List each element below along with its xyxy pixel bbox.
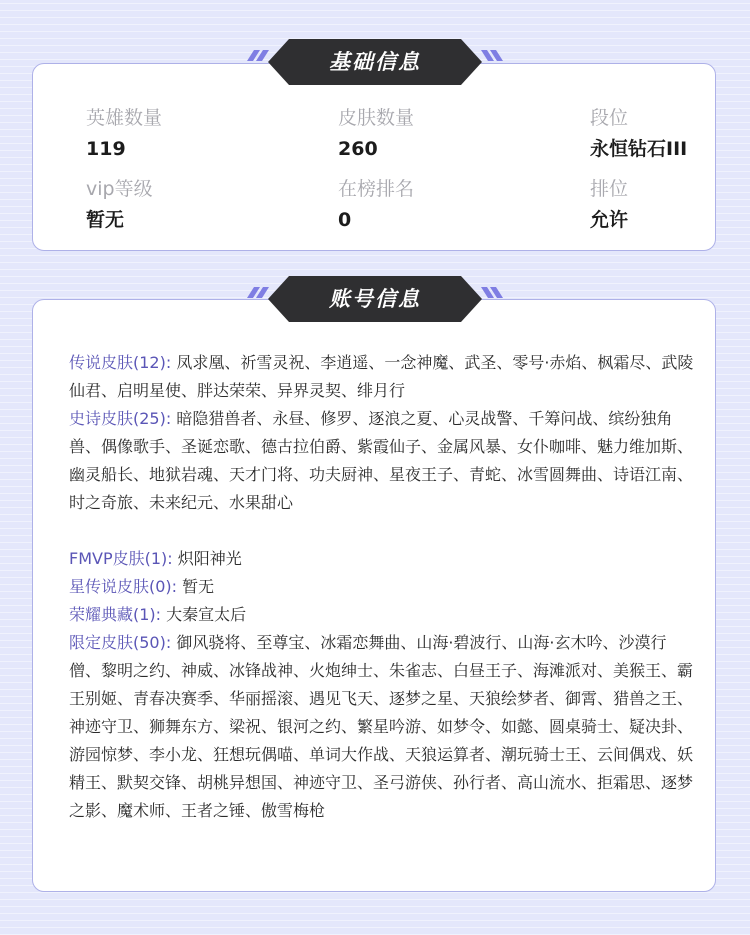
skin-items: 大秦宣太后: [166, 605, 247, 624]
skin-count-field: [338, 105, 414, 162]
skin-count-value: 260: [338, 138, 378, 160]
spacer: [69, 517, 695, 545]
skin-list: [69, 349, 695, 825]
ranked-allowed-field: [590, 176, 628, 233]
section-title: 基础信息: [329, 50, 421, 74]
skin-category-label: 史诗皮肤(25):: [69, 409, 172, 428]
skin-items: 暗隐猎兽者、永昼、修罗、逐浪之夏、心灵战警、千筹问战、缤纷独角兽、偶像歌手、圣诞恋歌、德古拉伯爵、紫霞仙子、金属风暴、女仆咖啡、魅力维加斯、幽灵船长、地狱岩魂、天才门将、功夫厨神、星夜王子、青蛇、冰雪圆舞曲、诗语江南、时之奇旅、未来纪元、水果甜心: [69, 409, 694, 512]
skin-entry-epic: [69, 405, 695, 517]
skin-items: 凤求凰、祈雪灵祝、李逍遥、一念神魔、武圣、零号·赤焰、枫霜尽、武陵仙君、启明星使、胖达荣荣、异界灵契、绯月行: [69, 353, 694, 400]
vip-level-field: [86, 176, 153, 233]
leaderboard-rank-label: 在榜排名: [338, 178, 415, 200]
hero-count-value: 119: [86, 138, 126, 160]
skin-entry-limited: [69, 629, 695, 825]
vip-level-value: 暂无: [86, 209, 125, 231]
section-title: 账号信息: [329, 287, 421, 311]
rank-tier-label: 段位: [590, 107, 629, 129]
skin-items: 炽阳神光: [177, 549, 242, 568]
skin-category-label: FMVP皮肤(1):: [69, 549, 173, 568]
ranked-allowed-value: 允许: [590, 209, 629, 231]
skin-count-label: 皮肤数量: [338, 107, 415, 129]
leaderboard-rank-field: [338, 176, 414, 233]
skin-category-label: 星传说皮肤(0):: [69, 577, 178, 596]
skin-entry-glory-collection: [69, 601, 695, 629]
skin-items: 暂无: [182, 577, 215, 596]
hero-count-field: [86, 105, 162, 162]
hero-count-label: 英雄数量: [86, 107, 163, 129]
skin-category-label: 传说皮肤(12):: [69, 353, 172, 372]
account-info-tab: [246, 276, 504, 322]
leaderboard-rank-value: 0: [338, 209, 352, 231]
skin-category-label: 荣耀典藏(1):: [69, 605, 162, 624]
skin-entry-fmvp: [69, 545, 695, 573]
skin-items: 御风骁将、至尊宝、冰霜恋舞曲、山海·碧波行、山海·玄木吟、沙漠行僧、黎明之约、神威、冰锋战神、火炮绅士、朱雀志、白昼王子、海滩派对、美猴王、霸王别姬、青春决赛季、华丽摇滚、遇见飞天、逐梦之星、天狼绘梦者、御霄、猎兽之王、神迹守卫、狮舞东方、梁祝、银河之约、繁星吟游、如梦令、如懿、圆桌骑士、疑决卦、游园惊梦、李小龙、狂想玩偶喵、单词大作战、天狼运算者、潮玩骑士王、云间偶戏、妖精王、默契交锋、胡桃异想国、神迹守卫、圣弓游侠、孙行者、高山流水、拒霜思、逐梦之影、魔术师、王者之锤、傲雪梅枪: [69, 633, 694, 820]
basic-info-card: [32, 63, 716, 251]
skin-entry-star-legend: [69, 573, 695, 601]
ranked-allowed-label: 排位: [590, 178, 629, 200]
account-info-card: [32, 299, 716, 892]
skin-entry-legend: [69, 349, 695, 405]
rank-tier-field: [590, 105, 687, 162]
basic-info-tab: [246, 39, 504, 85]
skin-category-label: 限定皮肤(50):: [69, 633, 172, 652]
rank-tier-value: 永恒钻石III: [590, 138, 688, 160]
vip-level-label: vip等级: [86, 178, 153, 200]
